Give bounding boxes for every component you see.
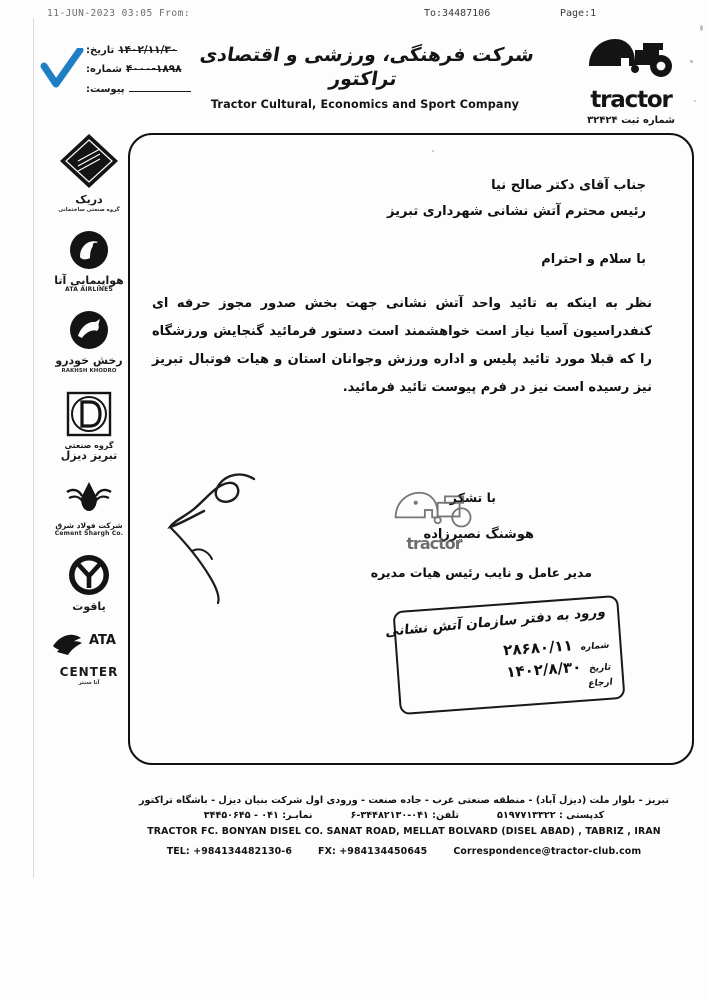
watermark-wordmark: tractor	[406, 534, 462, 553]
wheat-wreath-icon	[63, 478, 115, 518]
sponsor-cement-shargh	[44, 478, 134, 537]
footer-tel	[351, 810, 460, 821]
footer-postal	[497, 810, 604, 821]
sponsor-sub2: Cement Shargh Co.	[54, 529, 124, 537]
recipient-title: رئیس محترم آتش نشانی شهرداری تبریز	[387, 204, 646, 219]
stamp-number-value: ۲۸۶۸۰/۱۱	[502, 636, 574, 660]
closing-text: با تشکر	[449, 490, 496, 505]
letter-body-box	[128, 133, 694, 765]
rakhsh-khodro-icon	[68, 309, 110, 351]
number-value: ۴۰۰۰-۱۸۹۸	[125, 63, 182, 75]
company-title-fa: شرکت فرهنگی، ورزشی و اقتصادی تراکتور	[198, 44, 536, 90]
scan-speck	[690, 60, 693, 63]
stamp-title: ورود به دفتر سازمان آتش نشانی	[384, 603, 607, 640]
attachment-label: پیوست:	[86, 84, 125, 95]
scan-speck	[700, 25, 703, 31]
number-label: شماره:	[86, 64, 122, 75]
letter-body-text: نظر به اینکه به تائید واحد آتش نشانی جهت بخش صدور مجوز حرفه ای کنفدراسیون آسیا نیاز است خواهشمند است دستور فرمائید گنجایش ورزشگاه را که قبلا مورد تائید پلیس و اداره ورزش وجوانان استان و هیات فوتبال تبریز نیز رسیده است نیز در فرم پیوست تائید فرمائید.	[152, 296, 652, 395]
sponsor-tabriz-disel	[44, 390, 134, 462]
svg-text:ATA: ATA	[89, 633, 116, 649]
sponsor-name: CENTER	[59, 665, 119, 680]
brand-wordmark: tractor	[590, 87, 672, 113]
sponsor-name: یاقوت	[72, 599, 106, 613]
d-letter-icon	[65, 390, 113, 438]
tractor-watermark	[380, 490, 488, 553]
fax-page-number: Page:1	[560, 8, 597, 19]
fax-to-number: To:34487106	[424, 8, 491, 19]
stamp-date-label: تاریخ	[588, 662, 612, 675]
sponsor-ata-airlines	[44, 229, 134, 294]
received-stamp	[384, 595, 625, 715]
stamp-date-row	[506, 656, 612, 682]
recipient-name: جناب آقای دکتر صالح نیا	[491, 178, 646, 193]
signer-name: هوشنگ نصیرزاده	[423, 527, 534, 542]
footer-fax-en: FX: +984134450645	[318, 845, 428, 857]
darik-diamond-icon	[58, 132, 120, 190]
footer-contact-fa-row	[104, 810, 704, 821]
fax-transmission-header	[0, 6, 707, 26]
footer-email: Correspondence@tractor-club.com	[453, 845, 642, 857]
sponsor-darik	[44, 132, 134, 213]
footer-block	[104, 792, 704, 860]
footer-fax-value: ۰۴۱ - ۳۴۴۵۰۶۴۵	[203, 810, 279, 822]
footer-fax-label: نمابـر:	[282, 810, 313, 822]
salutation: با سلام و احترام	[541, 252, 646, 267]
sponsor-sub: آتا سنتر	[78, 680, 100, 686]
stamp-number-row	[503, 634, 610, 660]
footer-tel-en: TEL: +984134482130-6	[166, 845, 293, 857]
yaghout-circle-icon	[67, 553, 111, 597]
sponsor-sub: RAKHSH KHODRO	[61, 367, 117, 374]
footer-address-fa: تبریز - بلوار ملت (دیزل آباد) - منطقه صنعتی غرب - جاده صنعت - ورودی اول شرکت بنیان دیزل - باشگاه تراکتور	[139, 795, 669, 806]
sponsor-sub: گروه صنعتی ساختمانی	[58, 206, 120, 213]
footer-contact-en-row	[104, 843, 704, 860]
stamp-number-label: شماره	[580, 640, 611, 653]
tractor-logo-icon	[585, 36, 677, 82]
sponsor-name: رخش خودرو	[55, 354, 123, 368]
company-title-en: Tractor Cultural, Economics and Sport Company	[210, 97, 520, 111]
date-value: ۱۴۰۲/۱۱/۳۰	[118, 44, 178, 56]
company-title-block	[185, 44, 545, 111]
scan-speck	[432, 150, 434, 152]
signer-title: مدیر عامل و نایب رئیس هیات مدیره	[370, 565, 592, 580]
footer-postal-label: کدپستی :	[558, 810, 605, 822]
sponsor-name: دریک	[75, 193, 103, 206]
footer-address-en: TRACTOR FC. BONYAN DISEL CO. SANAT ROAD, MELLAT BOLVARD (DISEL ABAD) , TABRIZ , IRAN	[147, 826, 661, 838]
footer-tel-value: ۰۴۱-۳۴۴۸۲۱۳۰-۶	[350, 810, 429, 822]
stamp-date-value: ۱۴۰۲/۸/۳۰	[505, 657, 582, 682]
brand-block	[565, 36, 697, 126]
sponsor-ata-center	[44, 628, 134, 686]
sponsor-sub: تبریز دیزل	[60, 449, 118, 463]
check-mark-icon	[40, 48, 84, 92]
sponsor-name: گروه صنعتی	[64, 441, 114, 451]
tractor-watermark-icon	[391, 490, 477, 532]
footer-postal-value: ۵۱۹۷۷۱۳۳۲۲	[497, 810, 556, 822]
sponsor-name: هواپیمایی آتا	[54, 273, 124, 287]
handwritten-signature-icon	[158, 465, 288, 605]
page-edge-rule	[33, 18, 34, 878]
recipient-block	[387, 173, 646, 225]
ata-center-icon	[51, 628, 127, 662]
sponsor-sub: شرکت فولاد شرق	[55, 520, 123, 530]
sponsor-rakhsh-khodro	[44, 309, 134, 374]
footer-fax	[204, 810, 313, 821]
sponsor-rail	[44, 132, 134, 702]
stamp-referral-row	[588, 678, 613, 690]
scan-speck	[694, 100, 696, 102]
stamp-referral-label: ارجاع	[587, 677, 613, 690]
sponsor-sub: ATA AIRLINES	[65, 286, 113, 294]
date-label: تاریخ:	[86, 45, 115, 56]
footer-tel-label: تلفن:	[432, 810, 460, 822]
ata-airlines-icon	[68, 229, 110, 271]
sponsor-yaghout	[44, 553, 134, 613]
registration-number: شماره ثبت ۳۲۴۲۴	[587, 115, 675, 126]
fax-from-line: 11-JUN-2023 03:05 From:	[47, 8, 191, 19]
